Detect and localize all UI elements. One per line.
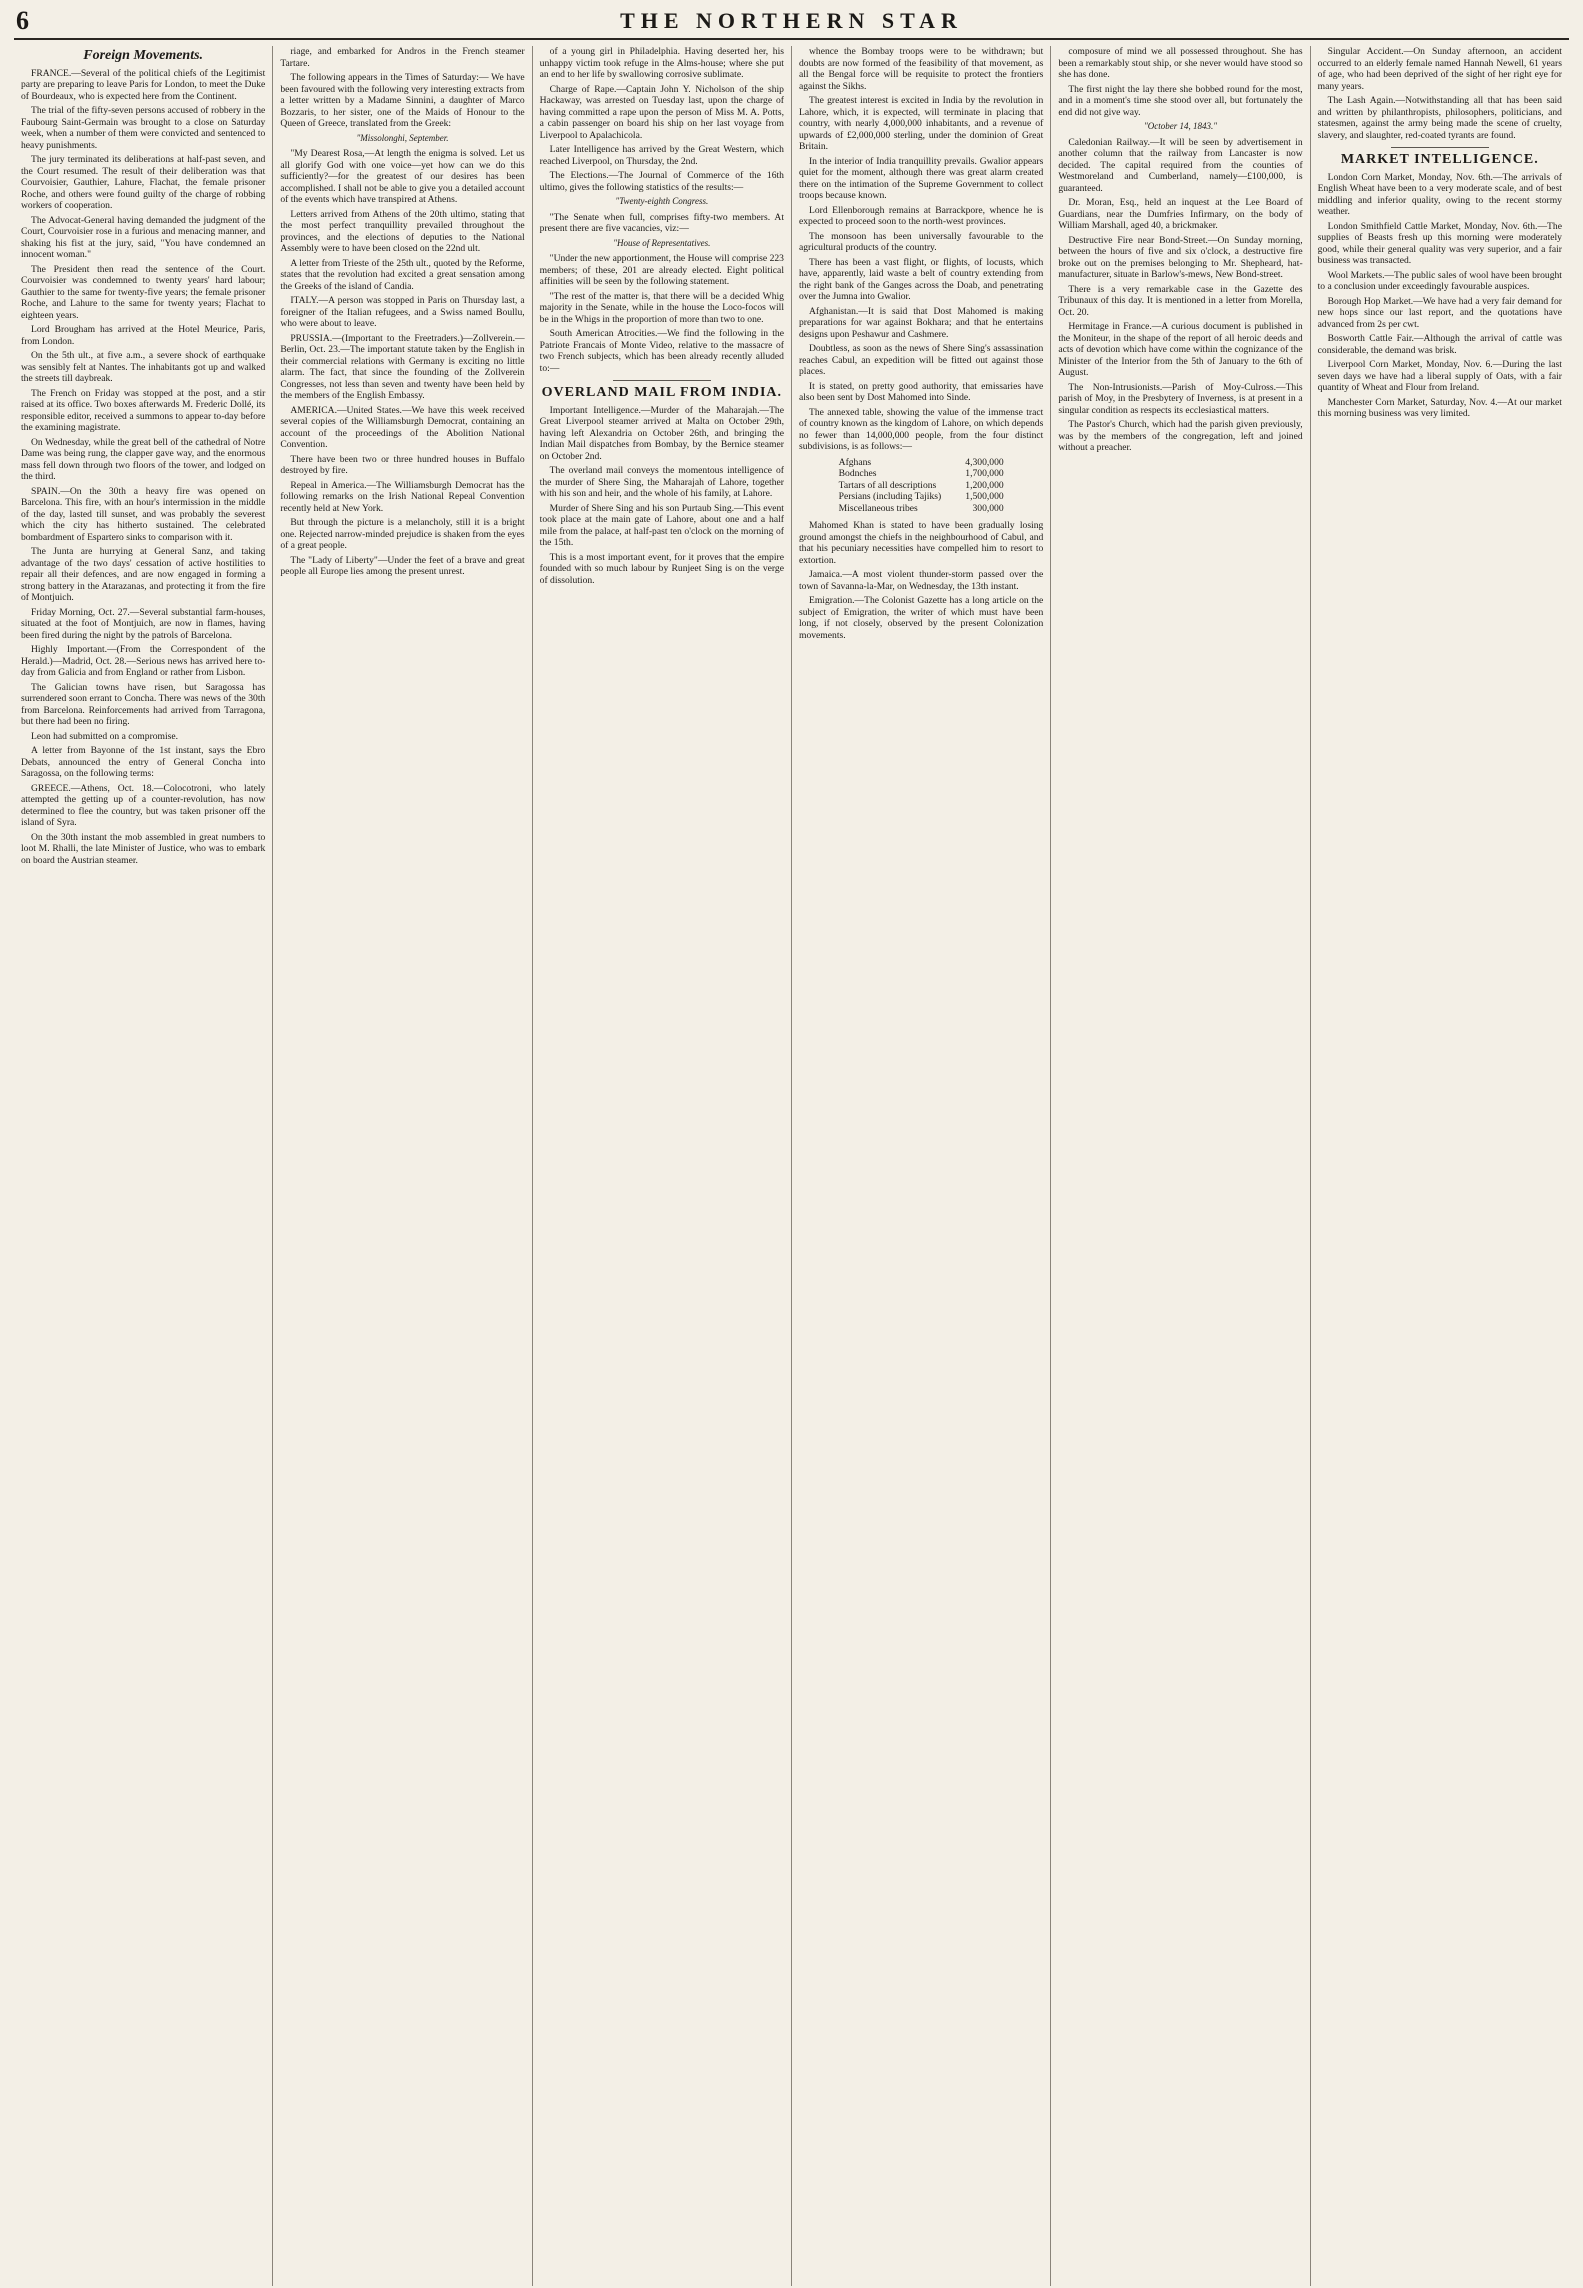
table-cell-value: 4,300,000 (965, 456, 1004, 468)
column-5 (1051, 46, 1310, 2286)
subheading-house: "House of Representatives. (613, 237, 711, 248)
table-row (836, 468, 1007, 480)
paragraph: "Under the new apportionment, the House will comprise 223 members; of these, 201 are already elected. Eight political affinities will be seen by the following statement. (539, 253, 784, 287)
paragraph: Lord Brougham has arrived at the Hotel Meurice, Paris, from London. (21, 324, 266, 347)
paragraph: "The rest of the matter is, that there will be a decided Whig majority in the Senate, while in the house the Loco-focos will be in the Whigs in the proportion of more than two to one. (539, 290, 784, 325)
paragraph: There is a very remarkable case in the Gazette des Tribunaux of this day. It is mentioned in a letter from Morella, Oct. 20. (1058, 283, 1303, 318)
paragraph: The Elections.—The Journal of Commerce of the 16th ultimo, gives the following statistics of the results:— (539, 170, 784, 193)
paragraph: The Pastor's Church, which had the parish given previously, was by the members of the congregation, left and joined without a preacher. (1058, 419, 1303, 453)
table-row (836, 503, 1007, 515)
table-row (836, 457, 1007, 469)
columns (14, 46, 1569, 2286)
table-cell-value: 300,000 (972, 502, 1004, 514)
paragraph: Manchester Corn Market, Saturday, Nov. 4.—At our market this morning business was very limited. (1317, 396, 1562, 419)
column-3 (533, 46, 792, 2286)
paragraph: South American Atrocities.—We find the following in the Patriote Francais of Monte Video, relative to the massacre of two French subjects, which has been already recently alluded to:— (539, 328, 784, 374)
table-cell-value: 1,200,000 (965, 479, 1004, 491)
paragraph: "The Senate when full, comprises fifty-two members. At present there are five vacancies, viz:— (539, 211, 784, 234)
paragraph: Hermitage in France.—A curious document is published in the Moniteur, in the shape of the report of all heroic deeds and acts of devotion which have come within the cognizance of the Minister of the Interior from the 5th of January to the 6th of August. (1058, 321, 1303, 378)
paragraph: GREECE.—Athens, Oct. 18.—Colocotroni, who lately attempted the getting up of a counter-revolution, has now determined to flee the country, but was taken prisoner off the island of Syra. (21, 782, 266, 828)
paragraph: PRUSSIA.—(Important to the Freetraders.)—Zollverein.—Berlin, Oct. 23.—The important statute taken by the English in their commercial relations with Germany is exciting no little alarm. The fact, that since the founding of the Zollverein Congresses, not less than seven and twenty have been held by the members of the English Embassy. (280, 332, 525, 401)
table-cell-label: Afghans (838, 456, 872, 468)
paragraph: London Smithfield Cattle Market, Monday, Nov. 6th.—The supplies of Beasts fresh up this morning were moderately good, while their general quality was very superior, and a fair business was transacted. (1317, 220, 1562, 266)
paragraph: ITALY.—A person was stopped in Paris on Thursday last, a foreigner of the Italian refugees, and a Swiss named Boullu, who were about to leave. (280, 295, 525, 329)
paragraph: On Wednesday, while the great bell of the cathedral of Notre Dame was being rung, the clapper gave way, and the enormous mass fell down through two floors of the tower, and lodged on the third. (21, 436, 266, 482)
paragraph: SPAIN.—On the 30th a heavy fire was opened on Barcelona. This fire, with an hour's intermission in the middle of the day, lasted till sunset, and was probably the severest which the city has hitherto sustained. The celebrated bombardment of Espartero sinks to comparison with it. (21, 485, 266, 543)
paragraph: Dr. Moran, Esq., held an inquest at the Lee Board of Guardians, near the Dumfries Infirmary, on the body of William Marshall, aged 40, a brickmaker. (1058, 197, 1303, 231)
column-6 (1311, 46, 1569, 2286)
section-heading-overland-mail: OVERLAND MAIL FROM INDIA. (541, 385, 783, 400)
paragraph: FRANCE.—Several of the political chiefs of the Legitimist party are preparing to leave Paris for London, to meet the Duke of Bourdeaux, who is expected here from the Continent. (21, 67, 266, 102)
paragraph: There has been a vast flight, or flights, of locusts, which have, apparently, laid waste a belt of country extending from the right bank of the Ganges across the Doab, and penetrating over the Jumna into Gwalior. (798, 256, 1044, 302)
paragraph: Emigration.—The Colonist Gazette has a long article on the subject of Emigration, the writer of which must have been long, if not closely, observed by the present Colonization movements. (798, 595, 1044, 641)
paragraph: There have been two or three hundred houses in Buffalo destroyed by fire. (280, 453, 525, 476)
paragraph: On the 30th instant the mob assembled in great numbers to loot M. Rhalli, the late Minister of Justice, who was to embark on board the Austrian steamer. (21, 831, 266, 866)
table-cell-label: Tartars of all descriptions (838, 479, 937, 491)
column-1 (14, 46, 273, 2286)
paragraph: Important Intelligence.—Murder of the Maharajah.—The Great Liverpool steamer arrived at Malta on October 29th, having left Alexandria on October 26th, and bringing the Indian Mail dispatches from Bombay, by the Bernice steamer on October 2nd. (539, 404, 784, 462)
paragraph: The first night the lay there she bobbed round for the most, and in a moment's time she stood over all, but fortunately the end did not give way. (1058, 83, 1303, 118)
paragraph: Friday Morning, Oct. 27.—Several substantial farm-houses, situated at the foot of Montjuich, are now in flames, having been fired during the night by the patrols of Barcelona. (21, 606, 266, 641)
paragraph: The greatest interest is excited in India by the revolution in Lahore, which, it is expected, will terminate in placing that country, with nearly 4,000,000 inhabitants, and a revenue of upwards of £2,000,000 sterling, under the dominion of Great Britain. (798, 95, 1044, 152)
paragraph: But through the picture is a melancholy, still it is a bright one. Rejected narrow-minded prejudice is shaken from the eyes of a great people. (280, 517, 525, 551)
table-cell-label: Bodnches (838, 468, 877, 479)
table-row (836, 480, 1007, 492)
paragraph: Highly Important.—(From the Correspondent of the Herald.)—Madrid, Oct. 28.—Serious news has arrived here to-day from Galicia and from England or rather from Lisbon. (21, 644, 266, 678)
letter-signoff: "October 14, 1843." (1143, 121, 1217, 131)
paragraph: Later Intelligence has arrived by the Great Western, which reached Liverpool, on Thursday, the 2nd. (539, 144, 784, 167)
paragraph: The Lash Again.—Notwithstanding all that has been said and written by philanthropists, philosophers, politicians, and statesmen, against the army being made the scene of cruelty, slavery, and slaughter, red-coated tyrants are found. (1317, 95, 1562, 141)
population-table (836, 457, 1007, 515)
column-2 (273, 46, 532, 2286)
paragraph: Jamaica.—A most violent thunder-storm passed over the town of Savanna-la-Mar, on Wednesday, the 13th instant. (798, 569, 1044, 592)
paragraph: whence the Bombay troops were to be withdrawn; but doubts are now formed of the feasibility of that movement, as all the Bengal force will be requisite to protect the frontiers against the Sikhs. (798, 46, 1044, 92)
paragraph: Singular Accident.—On Sunday afternoon, an accident occurred to an elderly female named Hannah Newell, 61 years of age, who had been deprived of the sight of her right eye for many years. (1317, 46, 1562, 92)
paragraph: Murder of Shere Sing and his son Purtaub Sing.—This event took place at the main gate of Lahore, about one and a half mile from the palace, at half-past ten o'clock on the morning of the 15th. (539, 502, 784, 548)
paragraph: A letter from Trieste of the 25th ult., quoted by the Reforme, states that the revolution had excited a great sensation among the Greeks of the island of Candia. (280, 257, 525, 292)
paragraph: "My Dearest Rosa,—At length the enigma is solved. Let us all glorify God with one voice—yet how can we do this sufficiently?—for the greatest of our desires has been accomplished. I shall not be able to give you a detailed account of the events which have transpired at Athens. (280, 148, 525, 205)
subheading-congress: "Twenty-eighth Congress. (615, 196, 709, 206)
column-4 (792, 46, 1051, 2286)
paragraph: A letter from Bayonne of the 1st instant, says the Ebro Debats, announced the entry of General Concha into Saragossa, on the following terms: (21, 745, 266, 779)
paragraph: Afghanistan.—It is said that Dost Mahomed is making preparations for war against Bokhara; and that he entertains designs upon Peshawur and Cashmere. (798, 305, 1044, 340)
paragraph: The jury terminated its deliberations at half-past seven, and the Court resumed. The result of their deliberation was that Courvoisier, Gauthier, Lahure, Flachat, the female prisoner Roche, and others were found guilty of the charge of robbing workers of cooperation. (21, 154, 266, 211)
paragraph: The overland mail conveys the momentous intelligence of the murder of Shere Sing, the Maharajah of Lahore, together with his son and heir, and the whole of his family, at Lahore. (539, 465, 784, 499)
divider (613, 380, 711, 381)
paragraph: Lord Ellenborough remains at Barrackpore, whence he is expected to proceed soon to the north-west provinces. (798, 204, 1044, 227)
table-cell-label: Miscellaneous tribes (838, 502, 918, 514)
paragraph: Caledonian Railway.—It will be seen by advertisement in another column that the railway from Lancaster is now decided. The capital required from the counties of Westmoreland and Cumberland, namely—£100,000, is guaranteed. (1058, 136, 1303, 194)
paragraph: London Corn Market, Monday, Nov. 6th.—The arrivals of English Wheat have been to a very moderate scale, and of best middling and inferior quality, owing to the recent stormy weather. (1317, 171, 1562, 217)
paragraph: riage, and embarked for Andros in the French steamer Tartare. (280, 46, 525, 69)
paragraph: of a young girl in Philadelphia. Having deserted her, his unhappy victim took refuge in the Alms-house; where she put an end to her life by swallowing corrosive sublimate. (539, 46, 784, 80)
paragraph: The Junta are hurrying at General Sanz, and taking advantage of the two days' cessation of active hostilities to repair all their defences, and are now engaged in forming a strong battery in the Atarazanas, and protecting it from the fire of Montjuich. (21, 546, 266, 603)
section-heading-market: MARKET INTELLIGENCE. (1340, 152, 1539, 167)
paragraph: Doubtless, as soon as the news of Shere Sing's assassination reaches Cabul, an expedition will be fitted out against those places. (798, 343, 1044, 377)
paragraph: The Advocat-General having demanded the judgment of the Court, Courvoisier rose in a furious and menacing manner, and shaking his fist at the jury, said, "You have condemned an innocent woman." (21, 214, 266, 260)
paragraph: In the interior of India tranquillity prevails. Gwalior appears quiet for the moment, although there was great alarm created there on the intimation of the Supreme Government to collect troops because known. (798, 155, 1044, 201)
paper-title: THE NORTHERN STAR (620, 8, 963, 33)
paragraph: Mahomed Khan is stated to have been gradually losing ground amongst the chiefs in the neighbourhood of Cabul, and that his pecuniary necessities have compelled him to resort to extortion. (798, 520, 1044, 566)
paragraph: Letters arrived from Athens of the 20th ultimo, stating that the most perfect tranquillity prevailed throughout the provinces, and the elections of deputies to the National Assembly were to have been closed on the 22nd ult. (280, 208, 525, 254)
paragraph: On the 5th ult., at five a.m., a severe shock of earthquake was sensibly felt at Nantes. The inhabitants got up and walked the streets till daybreak. (21, 350, 266, 384)
section-heading-foreign: Foreign Movements. (83, 48, 204, 63)
paragraph: Leon had submitted on a compromise. (31, 730, 179, 742)
paragraph: The French on Friday was stopped at the post, and a stir raised at its office. Two boxes afterwards M. Frederic Dollé, its responsible editor, received a summons to appear to-day before the examining magistrate. (21, 387, 266, 433)
paragraph: Repeal in America.—The Williamsburgh Democrat has the following remarks on the Irish National Repeal Convention recently held at New York. (280, 479, 525, 514)
paragraph: It is stated, on pretty good authority, that emissaries have also been sent by Dost Mahomed into Sinde. (798, 380, 1044, 403)
paragraph: The annexed table, showing the value of the immense tract of country known as the kingdom of Lahore, on which depends no fewer than 14,000,000 people, from the four distinct subdivisions, is as follows:— (798, 406, 1044, 452)
paragraph: Bosworth Cattle Fair.—Although the arrival of cattle was considerable, the demand was brisk. (1317, 333, 1562, 356)
paragraph: Borough Hop Market.—We have had a very fair demand for new hops since our last report, and the quotations have advanced from 2s per cwt. (1317, 295, 1562, 330)
table-cell-value: 1,700,000 (965, 468, 1004, 479)
table-row (836, 491, 1007, 503)
divider (1391, 147, 1489, 148)
paragraph: The trial of the fifty-seven persons accused of robbery in the Faubourg Saint-Germain was brought to a close on Saturday week, when a number of them were convicted and sentenced to heavy punishments. (21, 105, 266, 151)
letter-dateline: "Missolonghi, September. (356, 132, 449, 143)
paragraph: composure of mind we all possessed throughout. She has been a remarkably stout ship, or she never would have stood so she has done. (1058, 46, 1303, 80)
paragraph: The President then read the sentence of the Court. Courvoisier was condemned to twenty years' hard labour; Gauthier to the same for twenty-five years; the female prisoner Roche, and Lahure to the same for twenty years; Flachat to eighteen years. (21, 263, 266, 321)
paragraph: Destructive Fire near Bond-Street.—On Sunday morning, between the hours of five and six o'clock, a destructive fire broke out on the premises belonging to Mr. Shepheard, hat-manufacturer, situate in Barlow's-mews, New Bond-street. (1058, 234, 1303, 280)
paragraph: The Galician towns have risen, but Saragossa has surrendered soon errant to Concha. There was news of the 30th from Barcelona. Reinforcements had arrived from Tarragona, but there had been no firing. (21, 681, 266, 727)
paragraph: The following appears in the Times of Saturday:— We have been favoured with the following very interesting extracts from a letter written by a Madame Sinnini, a daughter of Marco Bozzaris, to her sister, one of the Maids of Honour to the Queen of Greece, translated from the Greek: (280, 72, 525, 129)
paragraph: The "Lady of Liberty"—Under the feet of a brave and great people all Europe lies among the present unrest. (280, 554, 525, 577)
paragraph: AMERICA.—United States.—We have this week received several copies of the Williamsburgh Democrat, containing an account of the proceedings of the Abolition National Convention. (280, 404, 525, 450)
paragraph: Liverpool Corn Market, Monday, Nov. 6.—During the last seven days we have had a liberal supply of Oats, with a fair quantity of Wheat and Flour from Ireland. (1317, 359, 1562, 393)
paragraph: Wool Markets.—The public sales of wool have been brought to a conclusion under exceedingly favourable auspices. (1317, 269, 1562, 292)
paragraph: The Non-Intrusionists.—Parish of Moy-Culross.—This parish of Moy, in the Presbytery of Inverness, is at present in a singular condition as respects its ecclesiastical matters. (1058, 381, 1303, 416)
masthead (14, 4, 1569, 40)
paragraph: This is a most important event, for it proves that the empire founded with so much labour by Runjeet Sing is on the verge of dissolution. (539, 551, 784, 586)
paragraph: The monsoon has been universally favourable to the agricultural products of the country. (798, 230, 1044, 253)
table-cell-label: Persians (including Tajiks) (838, 491, 942, 502)
table-cell-value: 1,500,000 (965, 491, 1004, 502)
paragraph: Charge of Rape.—Captain John Y. Nicholson of the ship Hackaway, was arrested on Tuesday last, upon the charge of having committed a rape upon the person of Miss M. A. Potts, a cabin passenger on board his ship on her last voyage from Liverpool to Apalachicola. (539, 83, 784, 141)
page-number: 6 (16, 6, 29, 35)
